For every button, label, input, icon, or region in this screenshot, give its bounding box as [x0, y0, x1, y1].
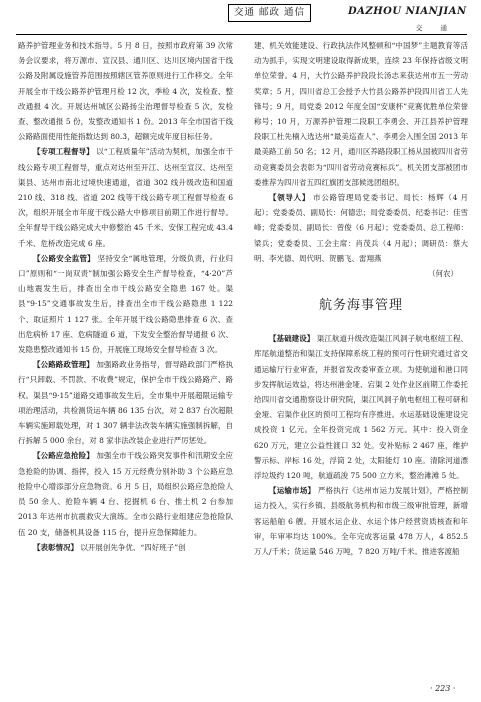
paragraph [18, 448, 233, 539]
section-title: 航务海事管理 [318, 298, 403, 314]
paragraph [254, 190, 468, 266]
paragraph [254, 38, 468, 190]
paragraph-text: 渠江航道升级改造渠江风洞子航电枢纽工程、库尾航道整治和渠江支持保障系统工程的预可行性研究通过省交通运输厅行业审查，并报省发改委审查立项。为使航道和港口同步发挥航运效益，将达州港金垭、宕渠 2 处作业区前期工作委托给四川省交通勘察设计研究院，渠江风洞子航电枢纽工程可研和金垭、宕渠作业区的预可工程均有序推进。水运基础设施建设完成投资 1 亿元。全年投资完成 1 562 万元。其中：投入资金 620 万元，建立公益性渡口 32 处。安补贴标 2 467 座，维护警示标、岸标 16 处，浮筒 2 处，太阳能灯 10 座。清除河道漂浮垃圾约 120 吨，航道疏浚 75 500 立方米，整治滩滩 5 处。 [254, 334, 469, 481]
paragraph-text: 以开展创先争优、“四好班子”创 [80, 542, 186, 552]
left-column [18, 38, 233, 555]
paragraph-heading: 【运输市场】 [269, 486, 316, 496]
paragraph-text: 市公路管理局党委书记、局长：杨辉（4 月起）；党委委员、副局长：何德忠；局党委委员、纪委书记：佳雪峰；党委委员、副局长：曾俊（6 月起）；党委委员、总工程师：梁兵；党委委员、工会主席：肖茂兵（4 月起）；调研员：蔡大明、李光德、周代明、贺鹏飞、雷翔燕 [254, 193, 469, 263]
paragraph [18, 251, 233, 357]
right-column [254, 38, 468, 559]
paragraph-text: 坚持安全“属地管理，分级负责，行业归口”原则和“一岗双责”制加强公路安全生产督导检查，“4·20”芦山地震发生后，排查出全市干线公路安全隐患 167 处。渠县“9·15”交通事故发生后，排查出全市干线公路隐患 1 122 个、取证照片 1 127 张。全年开展干线公路隐患排查 6 次、查出危病桥 17 座、危病隧道 6 道，下发安全整治督导通报 6 次、发隐患整改通知书 15 份，开展施工现场安全督导检查 3 次。 [18, 253, 234, 355]
paragraph-heading: 【表彰情况】 [33, 542, 78, 552]
paragraph-heading: 【专项工程督导】 [33, 147, 94, 157]
paragraph-heading: 【公路路政管理】 [33, 360, 94, 370]
paragraph-text: 路养护管理业务和技术指导。5 月 8 日，按照市政府第 39 次常务会议要求，将万源市、宣汉县、通川区、达川区境内国省干线公路及附属设施管养范围按照辖区管养原则进行工作移交。全年开展全市干线公路养护管理月检 12 次，季检 4 次，发检查、整改通报 4 次。开展达州城区公路扬尘治理督导检查 5 次，发检查、整改通报 5 份，发整改通知书 1 份。2013 年全市国省干线公路路面使用性能指数达到 80.3，超额完成年度目标任务。 [18, 41, 233, 142]
paragraph-text: 加强路政业务指导，督导路政部门严格执行“只卸载、不罚款、不收费”规定，保护全市干线公路路产、路权。渠县“9·15”道路交通事故发生后，全市集中开展超限运输专项治理活动，共检测货运车辆 86 135 台次，对 2 837 台次超限车辆实施卸载处理，对 1 307 辆非法改装车辆实施强制拆解，自行拆解 5 000 余台，对 8 家非法改装企业进行严厉惩处。 [18, 360, 234, 446]
paragraph [254, 483, 468, 559]
paragraph [18, 38, 233, 144]
paragraph-heading: 【公路安全监管】 [33, 253, 95, 263]
page-number: · 223 · [430, 684, 456, 693]
paragraph [18, 357, 233, 448]
paragraph-text: 建、机关效能建设、行政执法作风整顿和“中国梦”主题教育等活动为抓手，实现文明建设取得新成果，连续 23 年保持省级文明单位荣誉。4 月，大竹公路养护段段长汤志来获达州市五一劳动奖章；5 月，四川省总工会授予大竹县公路养护段四川省工人先锋号；9 月，局党委 2012 年度全国“安康杯”竞赛优胜单位荣誉称号；10 月，万源养护管理二段职工李勇会、开江县养护管理段职工杜先楠入选达州“最美巡查人”、李勇会入围全国 2013 年最美路工前 50 名；12 月，通川区养路段职工杨从国被四川省劳动竞赛委员会表彰为“四川省劳动竞赛标兵”。机关团支部被团市委推荐为四川省五四红旗团支部候选团组织。 [254, 41, 468, 187]
header-yearbook-title: DAZHOU NIANJIAN [348, 6, 467, 17]
header-rule [16, 34, 467, 35]
author-signature: （何农） [428, 269, 458, 279]
header-category-box: 交通 邮政 通信 [228, 4, 311, 22]
paragraph [18, 540, 233, 555]
paragraph [254, 331, 468, 483]
paragraph-heading: 【基础建设】 [269, 334, 315, 344]
paragraph-text: 以“工程质量年”活动为契机，加强全市干线公路专项工程督导，重点对达州至开江、达州至宣汉、达州至渠县、达州市南北过境快速通道，省道 302 线升级改造和国道 210 线、318 线、省道 202 线等干线公路专项工程督导检查 6 次，组织开展全市年度干线公路大中修项目前期工作进行督导。全年督导干线公路完成大中修整治 45 千米、安保工程完成 43.4 千米、危桥改造完成 6 座。 [18, 147, 234, 248]
paragraph-text: 严格执行《达州市运力发展计划》，严格控制运力投入，实行乡镇、县级航务机构和市级三级审批管理，新增客运船舶 6 艘。开展水运企业、水运个体户经营资质核查和年审，年审率均达 100%。全年完成客运量 478 万人，4 852.5 万人/千米；货运量 546 万吨，7 820 万吨/千米。推进客渡船 [254, 486, 469, 557]
running-header [0, 0, 481, 32]
paragraph-heading: 【领导人】 [269, 193, 311, 203]
paragraph-heading: 【公路应急抢险】 [33, 451, 94, 461]
paragraph [18, 144, 233, 250]
paragraph-text: 加强全市干线公路突发事件和汛期安全应急抢险的协调、指挥，投入 15 万元经费分别补助 3 个公路应急抢险中心增添部分应急物资。6 月 5 日，局组织公路应急抢险人员 50 余人、抢险车辆 4 台、挖掘机 6 台、推土机 2 台参加 2013 年达州市抗震救灾大演练。全市公路行业组建应急抢险队伍 20 支，储备机具设备 115 台，提升应急保障能力。 [18, 451, 234, 537]
header-section-label: 交 通 [415, 24, 455, 32]
